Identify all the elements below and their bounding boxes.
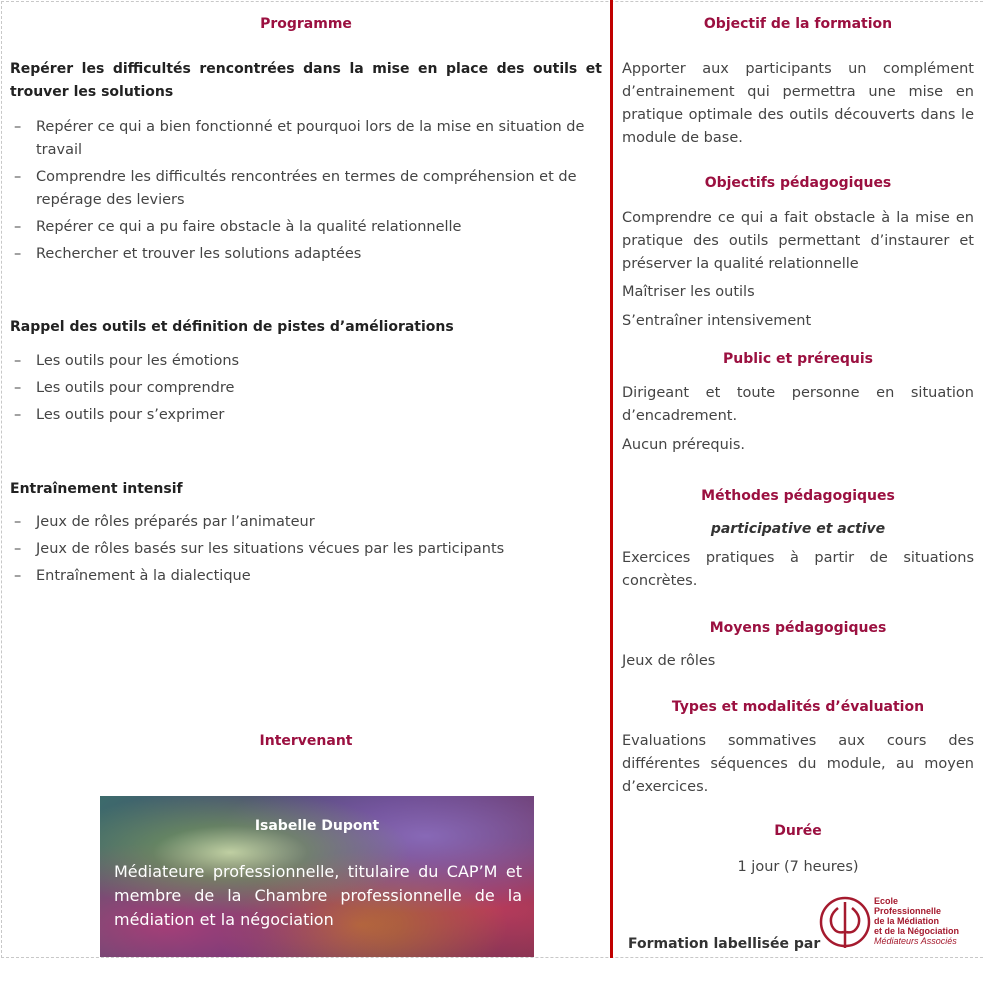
pedago-text-3: S’entraîner intensivement xyxy=(622,313,812,329)
list-item: – Les outils pour s’exprimer xyxy=(10,404,602,427)
section2-list xyxy=(10,350,602,431)
pedago-text-1: Comprendre ce qui a fait obstacle à la mise en pratique des outils permettant d’instaurer et préserver la qualité relationnelle xyxy=(622,210,974,272)
label-text: Formation labellisée par xyxy=(628,936,821,952)
moyens-heading: Moyens pédagogiques xyxy=(709,620,887,636)
methodes-heading: Méthodes pédagogiques xyxy=(701,488,895,504)
intervenant-bio: Médiateure professionnelle, titulaire du CAP’M et membre de la Chambre professionnelle de la médiation et la négociation xyxy=(114,862,522,929)
list-item: – Rechercher et trouver les solutions adaptées xyxy=(10,243,602,266)
section3-list xyxy=(10,511,602,592)
list-item: – Jeux de rôles basés sur les situations vécues par les participants xyxy=(10,538,602,561)
objectif-heading: Objectif de la formation xyxy=(703,16,893,32)
dash-bullet: – xyxy=(14,353,22,369)
dash-bullet: – xyxy=(14,119,22,135)
section1-list xyxy=(10,116,602,270)
column-divider xyxy=(610,0,613,958)
duree-text: 1 jour (7 heures) xyxy=(737,859,859,875)
list-item: – Entraînement à la dialectique xyxy=(10,565,602,588)
list-item: – Les outils pour les émotions xyxy=(10,350,602,373)
moyens-text: Jeux de rôles xyxy=(622,653,716,669)
methodes-subtitle: participative et active xyxy=(710,521,886,537)
list-item: – Repérer ce qui a bien fonctionné et pourquoi lors de la mise en situation de travail xyxy=(10,116,602,162)
dash-bullet: – xyxy=(14,568,22,584)
section3-title: Entraînement intensif xyxy=(10,481,183,497)
dash-bullet: – xyxy=(14,514,22,530)
public-heading: Public et prérequis xyxy=(722,351,874,367)
public-text-2: Aucun prérequis. xyxy=(622,437,745,453)
public-text-1: Dirigeant et toute personne en situation d’encadrement. xyxy=(622,385,974,424)
duree-heading: Durée xyxy=(774,823,822,839)
pedago-heading: Objectifs pédagogiques xyxy=(704,175,892,191)
intervenant-heading: Intervenant xyxy=(259,733,353,749)
dash-bullet: – xyxy=(14,380,22,396)
list-item: – Repérer ce qui a pu faire obstacle à la qualité relationnelle xyxy=(10,216,602,239)
objectif-text: Apporter aux participants un complément d’entrainement qui permettra une mise en pratique optimale des outils découverts dans le module de base. xyxy=(622,61,974,146)
dash-bullet: – xyxy=(14,246,22,262)
section1-title: Repérer les difficultés rencontrées dans la mise en place des outils et trouver les solutions xyxy=(10,61,602,100)
programme-heading: Programme xyxy=(260,16,352,32)
logo-text: Ecole Professionnelle de la Médiation et de la Négociation Médiateurs Associés xyxy=(874,896,960,946)
dash-bullet: – xyxy=(14,169,22,185)
types-heading: Types et modalités d’évaluation xyxy=(671,699,925,715)
list-item: – Comprendre les difficultés rencontrées en termes de compréhension et de repérage des leviers xyxy=(10,166,602,212)
list-item: – Les outils pour comprendre xyxy=(10,377,602,400)
dash-bullet: – xyxy=(14,219,22,235)
dash-bullet: – xyxy=(14,541,22,557)
pedago-text-2: Maîtriser les outils xyxy=(622,284,755,300)
school-logo xyxy=(818,894,978,954)
methodes-text: Exercices pratiques à partir de situations concrètes. xyxy=(622,550,974,589)
types-text: Evaluations sommatives aux cours des différentes séquences du module, au moyen d’exercices. xyxy=(622,733,974,795)
intervenant-card xyxy=(100,796,534,957)
intervenant-name: Isabelle Dupont xyxy=(254,818,380,834)
section2-title: Rappel des outils et définition de pistes d’améliorations xyxy=(10,319,454,335)
dash-bullet: – xyxy=(14,407,22,423)
list-item: – Jeux de rôles préparés par l’animateur xyxy=(10,511,602,534)
logo-emblem-icon xyxy=(818,894,872,952)
